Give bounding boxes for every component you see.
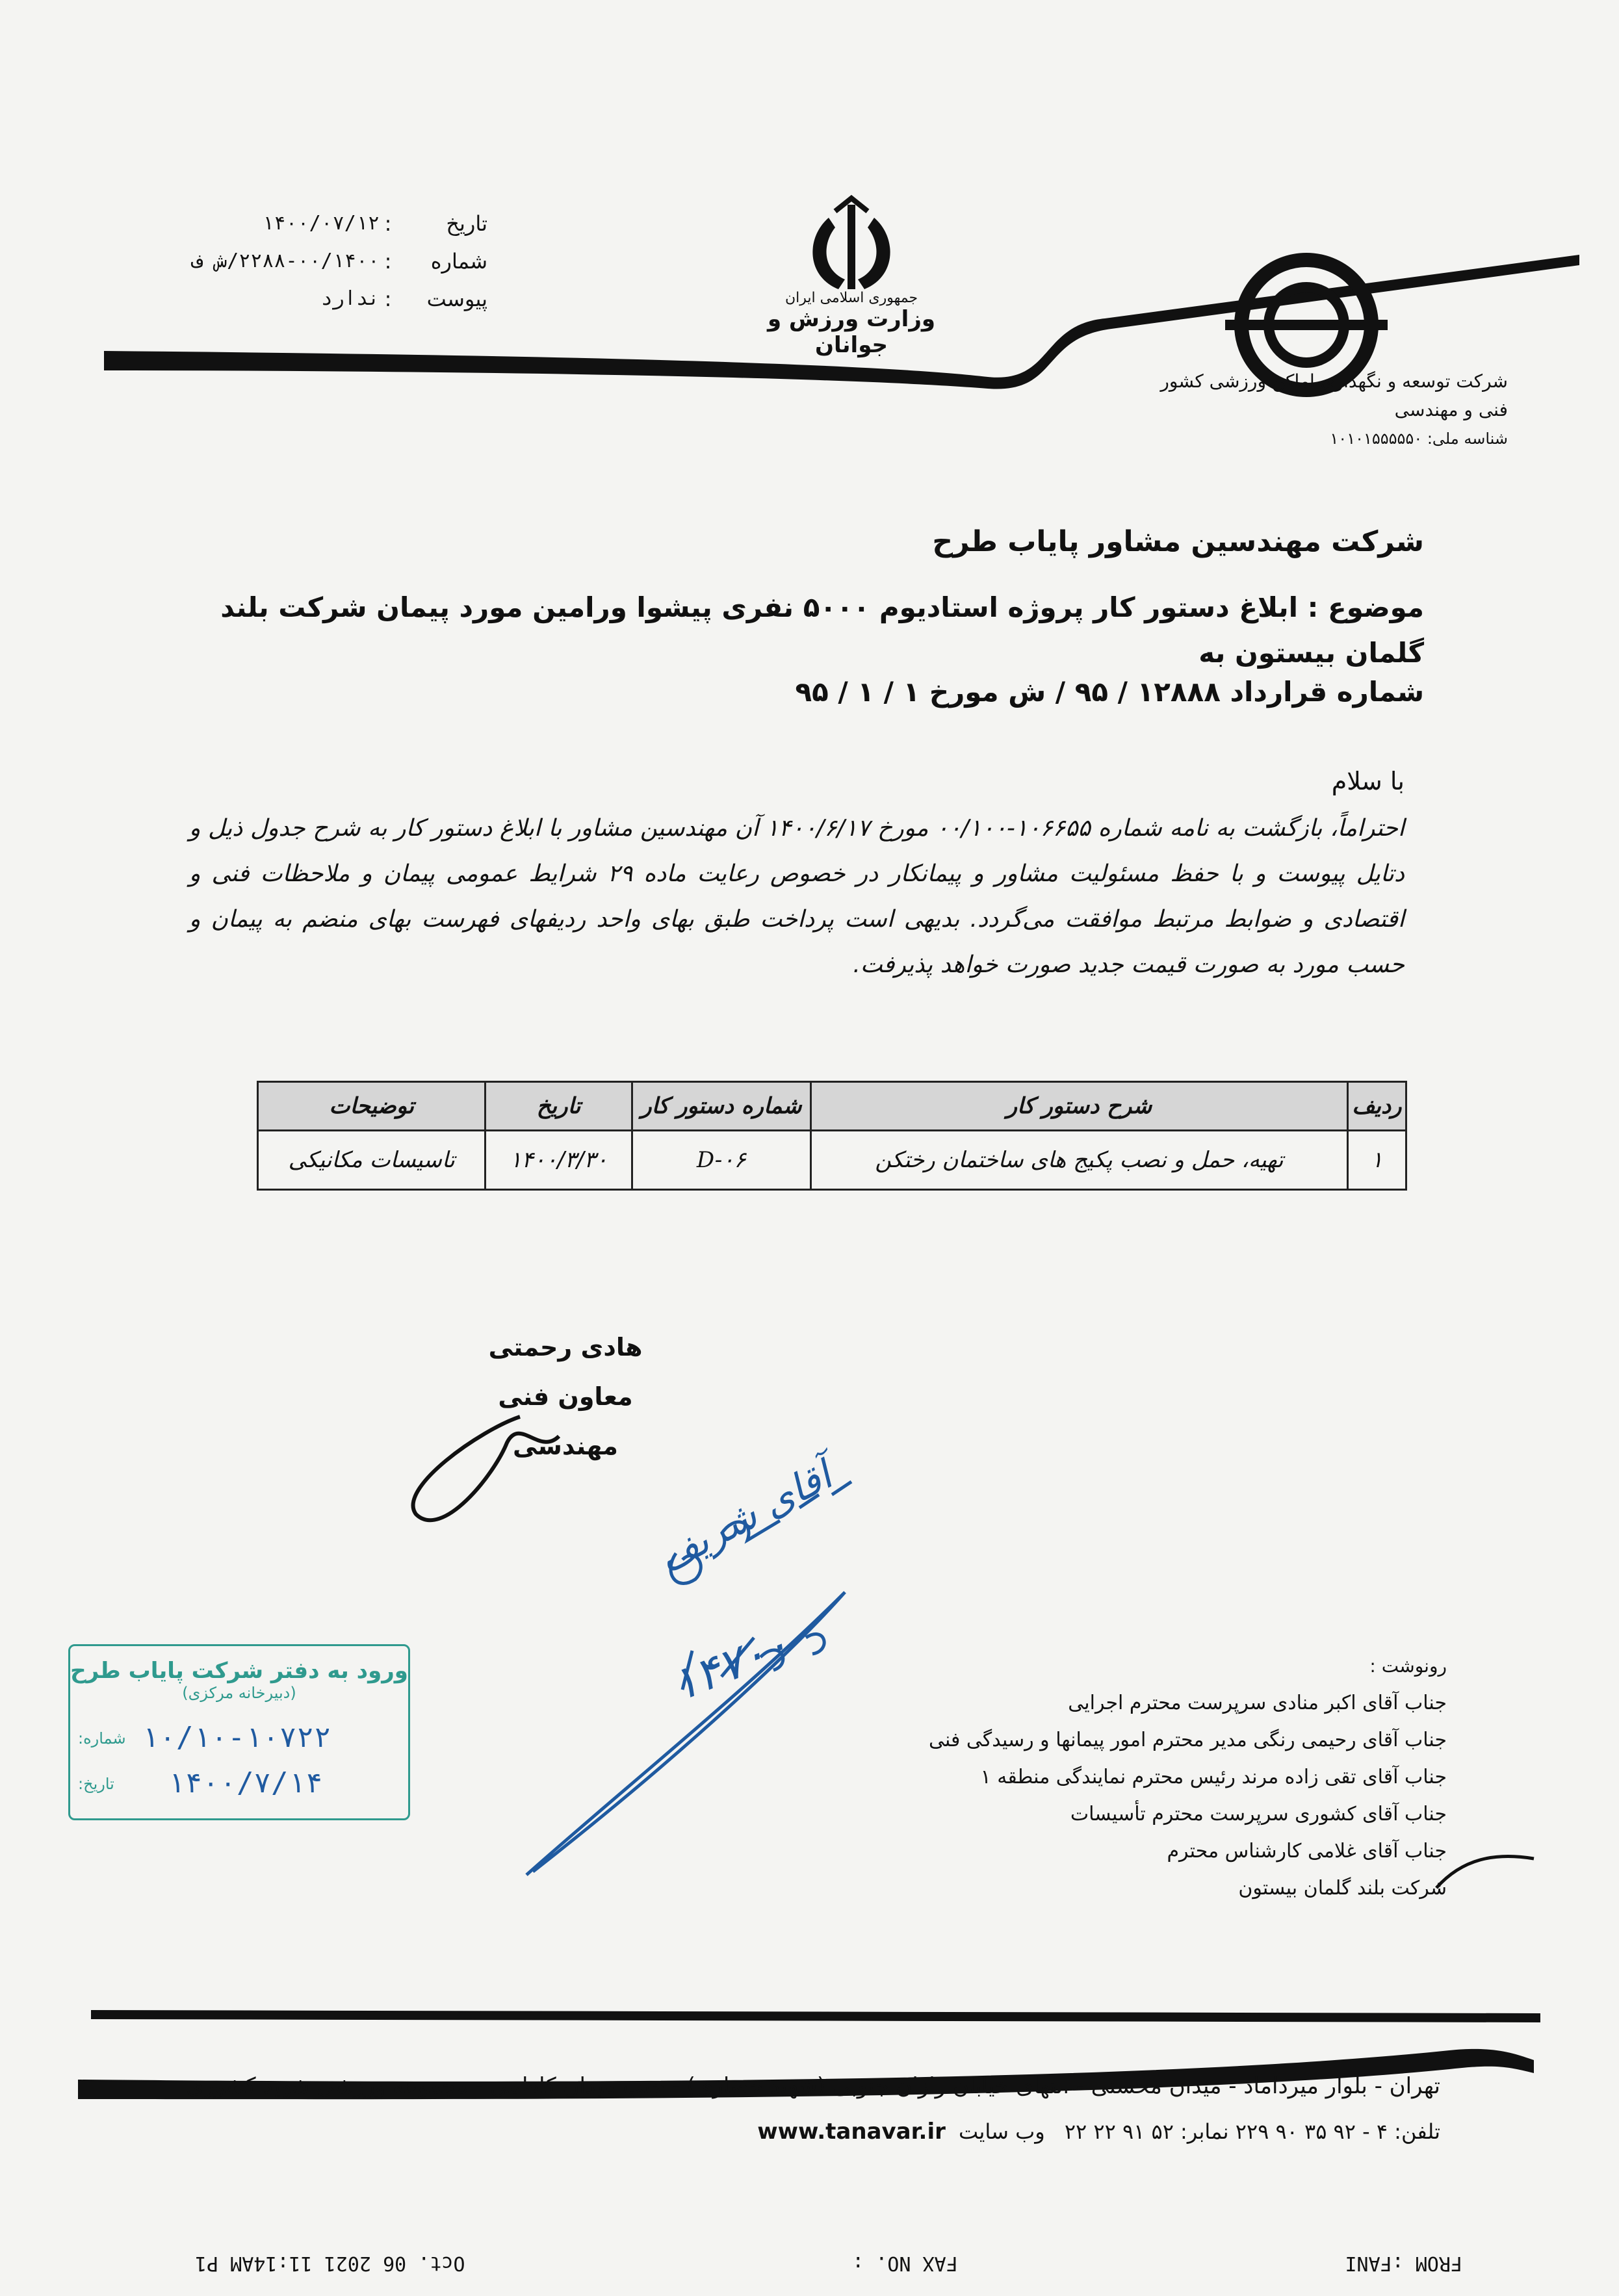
greeting: با سلام (1331, 767, 1405, 795)
cc-heading: رونوشت : (1369, 1655, 1447, 1677)
signer-name: هادی رحمتی (488, 1333, 643, 1361)
table-header-row (258, 1082, 1406, 1131)
stamp-title: ورود به دفتر شرکت پایاب طرح (70, 1658, 408, 1684)
company-block (1118, 367, 1508, 453)
col-header-description: شرح دستور کار (810, 1082, 1347, 1131)
contract-line: شماره قرارداد ۱۲۸۸۸ / ۹۵ / ش مورخ ۱ / ۱ / ۹۵ (795, 676, 1424, 708)
col-header-date: تاریخ (486, 1082, 632, 1131)
stamp-date-value: ۱۴۰۰/۷/۱۴ (168, 1766, 323, 1799)
cell-date: ۱۴۰۰/۳/۳۰ (486, 1131, 632, 1190)
addressee: شرکت مهندسین مشاور پایاب طرح (932, 525, 1424, 558)
number-row: شماره : ۲۲۸۸-۰۰/۱۴۰۰/ش ف (175, 242, 487, 280)
stamp-number-label: شماره: (78, 1729, 126, 1748)
footer-website: www.tanavar.ir (757, 2119, 946, 2145)
number-value: ۲۲۸۸-۰۰/۱۴۰۰/ش ف (192, 250, 380, 272)
fax-number: FAX NO. : (852, 2252, 958, 2275)
footer-rule (91, 2015, 1540, 2018)
subject-line: موضوع : ابلاغ دستور کار پروژه استادیوم ۵۰۰۰ نفری پیشوا ورامین مورد پیمان شرکت بلند گلمان بیستون به (220, 591, 1424, 669)
date-label: تاریخ (446, 211, 487, 236)
attachment-row: پیوست : ندارد (175, 280, 487, 318)
list-item: جناب آقای رحیمی رنگی مدیر محترم امور پیمانها و رسیدگی فنی (928, 1729, 1447, 1751)
work-order-table (257, 1081, 1407, 1191)
body-paragraph: احتراماً، بازگشت به نامه شماره ۱۰۶۶۵۵-۰۰/۱۰۰ مورخ ۱۴۰۰/۶/۱۷ آن مهندسین مشاور با ابلاغ دستور کار به شرح جدول ذیل و دتایل پیوست و با حفظ مسئولیت مشاور و پیمانکار در خصوص رعایت ماده ۲۹ شرایط عمومی پیمان و ملاحظات فنی و اقتصادی و ضوابط مرتبط موافقت می‌گردد. بدیهی است پرداخت طبق بهای واحد ردیفهای فهرست بهای منضم به پیمان و حسب مورد به صورت قیمت جدید صورت خواهد پذیرفت. (189, 815, 1405, 978)
ministry-name: وزارت ورزش و جوانان (767, 306, 936, 358)
footer-address: تهران - بلوار میرداماد - میدان محسنی - انتهای خیابان رازان جنوبی (شهید حصاری) - جنب میدان کاظمی - مجموعه ورزشی شهید کشوری (186, 2073, 1440, 2099)
cell-number: D-۰۶ (632, 1131, 810, 1190)
list-item: جناب آقای کشوری سرپرست محترم تأسیسات (1070, 1803, 1447, 1825)
list-item: جناب آقای اکبر منادی سرپرست محترم اجرایی (1068, 1692, 1447, 1714)
company-dept: فنی و مهندسی (1394, 399, 1508, 420)
footer-contact (757, 2119, 1440, 2145)
stamp-date-label: تاریخ: (78, 1775, 114, 1793)
stamp-subtitle: (دبیرخانه مرکزی) (182, 1684, 296, 1702)
company-national-id: شناسه ملی: ۱۰۱۰۱۵۵۵۵۵۰ (1330, 430, 1508, 448)
handwritten-number: ۱۴۷۰۰ (664, 1616, 797, 1712)
handwritten-name: آقای شریف (650, 1452, 840, 1582)
col-header-number: شماره دستور کار (632, 1082, 810, 1131)
cc-bracket (1436, 1856, 1534, 1888)
signature-block (455, 1322, 676, 1471)
company-name: شرکت توسعه و نگهداری اماکن ورزشی کشور (1160, 370, 1508, 392)
cc-list (823, 1647, 1447, 1907)
fax-transmission-line (195, 2252, 1462, 2275)
letter-meta (175, 205, 487, 318)
date-row: تاریخ : ۱۴۰۰/۰۷/۱۲ (175, 205, 487, 242)
col-header-notes: توضیحات (258, 1082, 486, 1131)
fax-timestamp: Oct. 06 2021 11:14AM P1 (195, 2252, 465, 2275)
footer-phone: تلفن: ۴ - ۹۲ ۳۵ ۹۰ ۲۲۹ نمابر: ۵۲ ۹۱ ۲۲ ۲۲ (1064, 2119, 1440, 2144)
table-row (258, 1131, 1406, 1190)
stamp-number-value: ۱۰/۱۰-۱۰۷۲۲ (142, 1721, 331, 1754)
date-value: ۱۴۰۰/۰۷/۱۲ (262, 212, 380, 235)
signer-title: معاون فنی مهندسی (498, 1382, 633, 1460)
attachment-value: ندارد (320, 287, 380, 310)
fax-from: FROM :FANI (1345, 2252, 1462, 2275)
ministry-caption: جمهوری اسلامی ایران (784, 290, 918, 306)
cell-row: ۱ (1347, 1131, 1406, 1190)
receipt-stamp (68, 1644, 410, 1820)
footer-site-label: وب سایت (959, 2119, 1045, 2144)
cell-description: تهیه، حمل و نصب پکیج های ساختمان رختکن (810, 1131, 1347, 1190)
list-item: جناب آقای غلامی کارشناس محترم (1167, 1840, 1447, 1863)
attachment-label: پیوست (426, 287, 487, 311)
col-header-row: ردیف (1347, 1082, 1406, 1131)
number-label: شماره (430, 249, 487, 274)
cell-notes: تاسیسات مکانیکی (258, 1131, 486, 1190)
list-item: شرکت بلند گلمان بیستون (1238, 1877, 1447, 1900)
ministry-block (741, 208, 962, 358)
list-item: جناب آقای تقی زاده مرند رئیس محترم نمایندگی منطقه ۱ (980, 1766, 1447, 1788)
